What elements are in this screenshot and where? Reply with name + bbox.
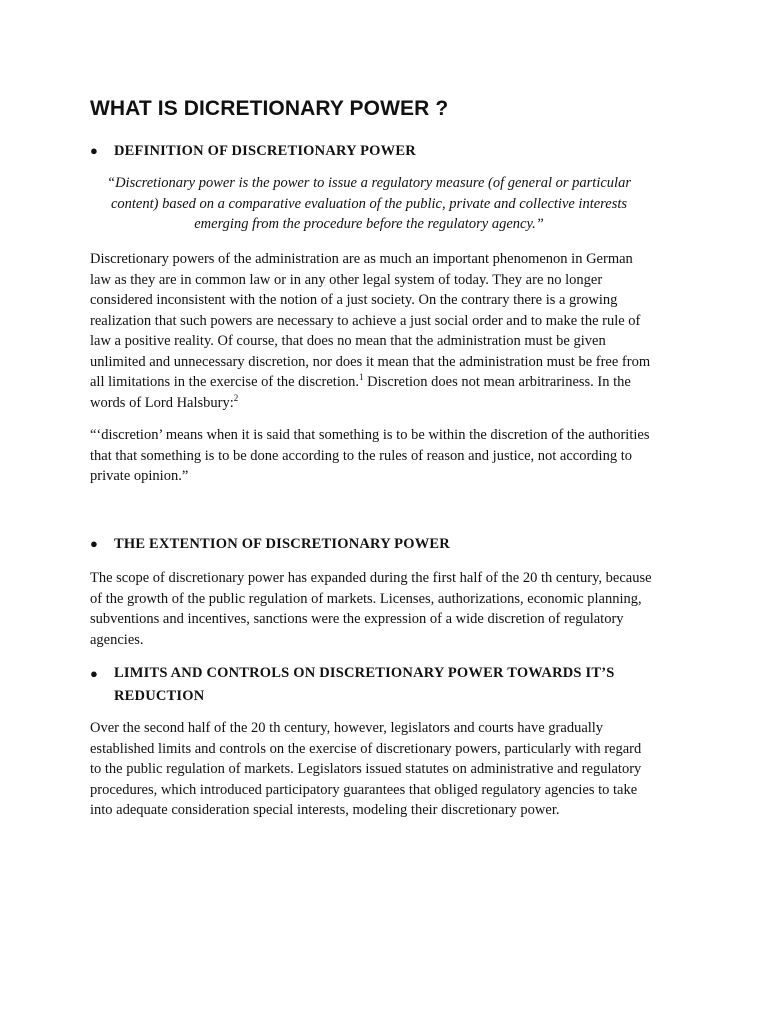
paragraph-text: Discretion does not mean arbitrariness. In the words of Lord Halsbury: [90, 374, 631, 411]
page-title: WHAT IS DICRETIONARY POWER ? [90, 97, 449, 120]
extension-paragraph: The scope of discretionary power has expanded during the first half of the 20 th century, because of the growth of the public regulation of markets. Licenses, authorizations, economic planning, subventions and incentives, sanctions were the expression of a wide discretion of regulatory agencies. [90, 570, 652, 648]
section-heading-label: THE EXTENTION OF DISCRETIONARY POWER [114, 536, 450, 552]
bullet-icon: ● [90, 143, 99, 158]
bullet-icon: ● [90, 666, 99, 681]
definition-quote: “Discretionary power is the power to issue a regulatory measure (of general or particular content) based on a comparative evaluation of the public, private and collective interests emerging from the procedure before the regulatory agency.” [107, 175, 631, 232]
section-heading-label: LIMITS AND CONTROLS ON DISCRETIONARY POWER TOWARDS IT’S REDUCTION [114, 665, 615, 704]
definition-paragraph [90, 249, 652, 413]
bullet-icon: ● [90, 536, 99, 551]
section-heading-definition [90, 140, 650, 162]
footnote-ref[interactable]: 2 [233, 392, 239, 403]
footnote-ref[interactable]: 1 [358, 372, 364, 383]
section-heading-extension [90, 533, 650, 555]
section-heading-limits [90, 662, 650, 708]
halsbury-citation: “‘discretion’ means when it is said that something is to be within the discretion of the authorities that that something is to be done according to the rules of reason and justice, not according to private opinion.” [90, 427, 650, 484]
limits-paragraph: Over the second half of the 20 th century, however, legislators and courts have gradually established limits and controls on the exercise of discretionary powers, particularly with regard to the public regulation of markets. Legislators issued statutes on administrative and regulatory procedures, which introduced participatory guarantees that obliged regulatory agencies to take into adequate consideration special interests, modeling their discretionary power. [90, 720, 642, 818]
section-heading-label: DEFINITION OF DISCRETIONARY POWER [114, 143, 416, 159]
paragraph-text: Discretionary powers of the administration are as much an important phenomenon in German law as they are in common law or in any other legal system of today. They are no longer considered inconsistent with the notion of a just society. On the contrary there is a growing realization that such powers are necessary to achieve a just social order and to make the rule of law a positive reality. Of course, that does no mean that the administration must be given unlimited and unnecessary discretion, nor does it mean that the administration must be free from all limitations in the exercise of the discretion. [90, 251, 651, 390]
